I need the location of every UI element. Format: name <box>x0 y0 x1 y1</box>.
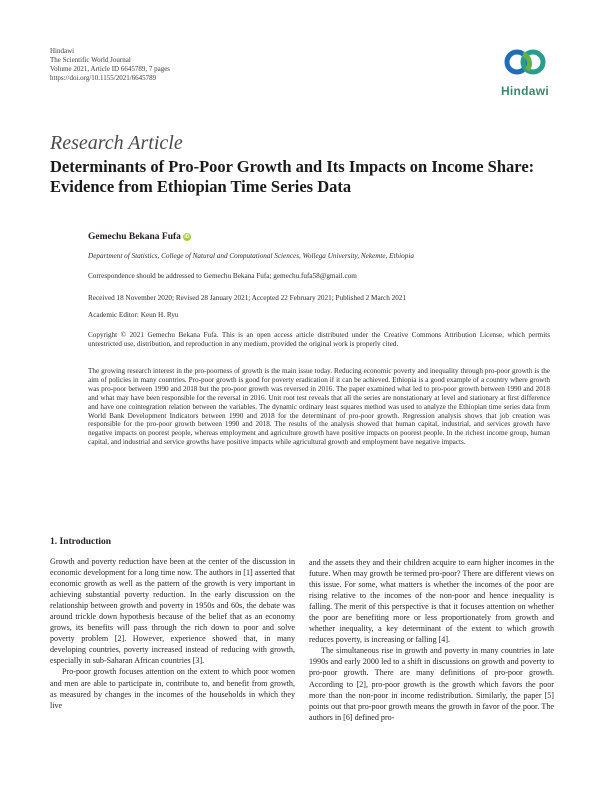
page-title: Determinants of Pro-Poor Growth and Its Impacts on Income Share: Evidence from Ethiopian Time Series Data <box>50 157 535 196</box>
academic-editor: Academic Editor: Keun H. Ryu <box>88 311 179 319</box>
section-heading: 1. Introduction <box>50 537 112 547</box>
body-column-right <box>309 557 554 723</box>
logo-word: Hindawi <box>500 84 550 98</box>
doi-link[interactable]: https://doi.org/10.1155/2021/6645789 <box>50 74 157 82</box>
hindawi-rings-icon <box>503 40 547 84</box>
abstract: The growing research interest in the pro-poorness of growth is the main issue today. Reducing economic poverty and inequality through pro-poor growth is the aim of policies in many countries. Pro-poor growth is good for poverty eradication if it can be achieved. Ethiopia is a good example of a country where growth was pro-poor between 1990 and 2018 but the pro-poor growth was reversed in 2016. The paper examined what led to pro-poor growth between 1990 and 2018 and what may have been responsible for the reversal in 2016. Unit root test reveals that all the series are nonstationary at level and stationary at first difference and have one cointegration relation between the variables. The dynamic ordinary least squares method was used to analyze the Ethiopian time series data from World Bank Development Indicators between 1990 and 2018 for the determinant of pro-poor growth. Regression analysis shows that job creation was responsible for the pro-poor growth between 1990 and 2018. The results of the analysis showed that human capital, industrial, and services growth have negative impacts on poorest people, whereas employment and agriculture growth have positive impacts on poorest people. In the richest income group, human capital, and industrial and service growths have positive impacts while agricultural growth and employment have negative impacts. <box>88 367 550 447</box>
hindawi-logo <box>492 40 558 98</box>
correspondence: Correspondence should be addressed to Gemechu Bekana Fufa; gemechu.fufa58@gmail.com <box>88 272 357 280</box>
body-column-left <box>50 536 295 711</box>
copyright-notice: Copyright © 2021 Gemechu Bekana Fufa. This is an open access article distributed under the Creative Commons Attribution License, which permits unrestricted use, distribution, and reproduction in any medium, provided the original work is properly cited. <box>88 331 550 348</box>
affiliation: Department of Statistics, College of Natural and Computational Sciences, Wollega University, Nekemte, Ethiopia <box>88 252 414 260</box>
orcid-icon[interactable]: iD <box>184 234 190 240</box>
paragraph: Pro-poor growth focuses attention on the extent to which poor women and men are able to participate in, contribute to, and benefit from growth, as measured by changes in the incomes of the households in which they live <box>50 667 295 710</box>
paragraph: Growth and poverty reduction have been at the center of the discussion in economic development for a long time now. The authors in [1] asserted that economic growth as well as the pattern of the growth is very important in achieving substantial poverty reduction. In the early discussion on the relationship between growth and poverty in 1950s and 60s, the debate was around trickle down hypothesis because of the belief that as an economy grows, its benefits will pass through the rich down to poor and solve poverty problem [2]. However, experience showed that, in many developing countries, poverty increased instead of reducing with growth, especially in sub-Saharan African countries [3]. <box>50 557 295 666</box>
paragraph: The simultaneous rise in growth and poverty in many countries in late 1990s and early 2000 led to a shift in discussions on growth and poverty to pro-poor growth. There are many definitions of pro-poor growth. According to [2], pro-poor growth is the growth which favors the poor more than the non-poor in income redistribution. Similarly, the paper [5] points out that pro-poor growth means the growth in favor of the poor. The authors in [6] defined pro- <box>309 646 554 722</box>
publication-dates: Received 18 November 2020; Revised 28 January 2021; Accepted 22 February 2021; Published 2 March 2021 <box>88 294 406 302</box>
journal-name: The Scientific World Journal <box>50 56 131 64</box>
article-type: Research Article <box>50 132 183 154</box>
journal-meta <box>50 47 170 83</box>
author-name: Gemechu Bekana Fufa <box>88 232 181 242</box>
paragraph: and the assets they and their children acquire to earn higher incomes in the future. When may growth be termed pro-poor? There are different views on this issue. For some, what matters is whether the incomes of the poor are rising relative to the incomes of the non-poor and hence inequality is falling. The merit of this perspective is that it focuses attention on whether the poor are benefiting more or less proportionately from growth and whether inequality, a key determinant of the extent to which growth reduces poverty, is increasing or falling [4]. <box>309 558 554 645</box>
volume-info: Volume 2021, Article ID 6645789, 7 pages <box>50 65 171 73</box>
author-line <box>88 232 191 242</box>
publisher-name: Hindawi <box>50 47 75 55</box>
